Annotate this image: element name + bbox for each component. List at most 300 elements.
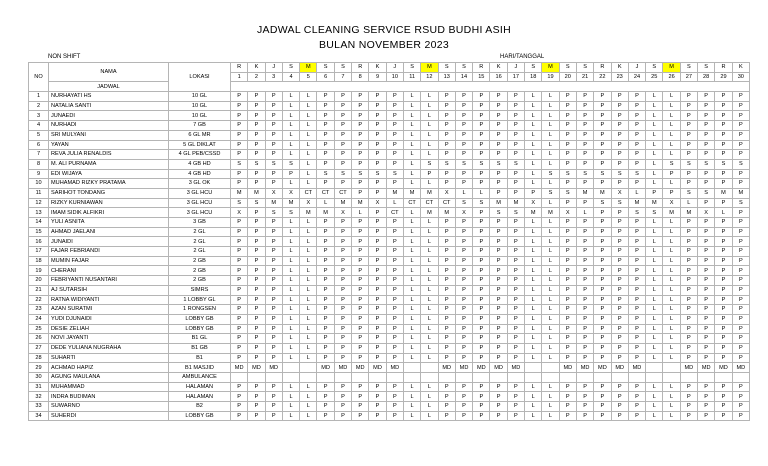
shift-cell: P <box>507 402 524 412</box>
shift-cell: P <box>611 208 628 218</box>
row-number: 12 <box>29 198 49 208</box>
shift-cell: P <box>576 121 593 131</box>
employee-location: 7 GB <box>169 121 231 131</box>
shift-cell: P <box>594 276 611 286</box>
shift-cell: L <box>646 169 663 179</box>
shift-cell: P <box>628 382 645 392</box>
shift-cell: P <box>438 392 455 402</box>
shift-cell: P <box>680 324 697 334</box>
shift-cell: P <box>507 169 524 179</box>
day-header: R <box>594 63 611 73</box>
shift-cell: P <box>334 324 351 334</box>
shift-cell: P <box>317 111 334 121</box>
employee-name: IMAM SIDIK ALFIKRI <box>49 208 169 218</box>
shift-cell: MD <box>352 363 369 373</box>
shift-cell: MD <box>594 363 611 373</box>
shift-cell: P <box>352 402 369 412</box>
shift-cell: P <box>386 111 403 121</box>
shift-cell: P <box>680 140 697 150</box>
shift-cell: P <box>438 402 455 412</box>
date-header: 19 <box>542 72 559 82</box>
header-nama: NAMA <box>49 63 169 82</box>
employee-location: 2 GL <box>169 247 231 257</box>
row-number: 31 <box>29 382 49 392</box>
shift-cell <box>646 373 663 383</box>
shift-cell: P <box>611 295 628 305</box>
shift-cell: P <box>611 111 628 121</box>
shift-cell: S <box>542 188 559 198</box>
shift-cell: P <box>663 169 680 179</box>
shift-cell: P <box>248 266 265 276</box>
shift-cell: P <box>732 295 749 305</box>
shift-cell: L <box>542 266 559 276</box>
shift-cell: P <box>231 140 248 150</box>
row-number: 10 <box>29 179 49 189</box>
table-row <box>29 373 750 383</box>
shift-cell: P <box>231 314 248 324</box>
shift-cell <box>265 373 282 383</box>
page-title: JADWAL CLEANING SERVICE RSUD BUDHI ASIH <box>256 24 512 36</box>
shift-cell: P <box>611 285 628 295</box>
shift-cell: P <box>680 392 697 402</box>
shift-cell: P <box>732 411 749 421</box>
shift-cell: P <box>732 227 749 237</box>
row-number: 21 <box>29 285 49 295</box>
day-header: J <box>265 63 282 73</box>
shift-cell: P <box>732 285 749 295</box>
employee-name: RIZKY KURNIAWAN <box>49 198 169 208</box>
day-header: R <box>231 63 248 73</box>
shift-cell: S <box>732 159 749 169</box>
shift-cell: L <box>421 285 438 295</box>
shift-cell: P <box>334 314 351 324</box>
shift-cell: P <box>611 305 628 315</box>
shift-cell: M <box>300 208 317 218</box>
shift-cell: L <box>663 247 680 257</box>
employee-location: LOBBY GB <box>169 411 231 421</box>
shift-cell: P <box>490 276 507 286</box>
shift-cell: P <box>698 140 715 150</box>
shift-cell: P <box>698 382 715 392</box>
table-row <box>29 314 750 324</box>
shift-cell: P <box>334 334 351 344</box>
shift-cell: L <box>646 159 663 169</box>
shift-cell: P <box>594 218 611 228</box>
shift-cell: L <box>542 402 559 412</box>
shift-cell: P <box>438 334 455 344</box>
shift-cell: P <box>559 285 576 295</box>
shift-cell: S <box>542 169 559 179</box>
shift-cell: P <box>611 382 628 392</box>
shift-cell: P <box>594 256 611 266</box>
shift-cell: L <box>525 247 542 257</box>
shift-cell: L <box>403 237 420 247</box>
shift-cell: P <box>559 198 576 208</box>
shift-cell: P <box>334 101 351 111</box>
employee-location: B1 MASJID <box>169 363 231 373</box>
shift-cell: P <box>317 159 334 169</box>
shift-cell: P <box>732 247 749 257</box>
day-header: S <box>334 63 351 73</box>
shift-cell: L <box>403 411 420 421</box>
shift-cell: S <box>490 159 507 169</box>
shift-cell <box>507 373 524 383</box>
day-header: S <box>317 63 334 73</box>
shift-cell: L <box>300 295 317 305</box>
shift-cell: L <box>300 334 317 344</box>
shift-cell: P <box>334 343 351 353</box>
shift-cell: P <box>680 101 697 111</box>
shift-cell: P <box>698 130 715 140</box>
shift-cell: P <box>248 169 265 179</box>
employee-name: FEBRIYANTI NUSANTARI <box>49 276 169 286</box>
shift-cell: L <box>282 411 299 421</box>
shift-cell: L <box>300 227 317 237</box>
shift-cell: P <box>698 324 715 334</box>
shift-cell: P <box>732 179 749 189</box>
shift-cell: X <box>300 198 317 208</box>
shift-cell: L <box>663 276 680 286</box>
shift-cell: L <box>542 392 559 402</box>
header-no: NO <box>29 63 49 92</box>
shift-cell: P <box>698 121 715 131</box>
shift-cell: P <box>352 411 369 421</box>
shift-cell: P <box>594 353 611 363</box>
shift-cell: MD <box>611 363 628 373</box>
shift-cell: P <box>594 111 611 121</box>
shift-cell: P <box>231 111 248 121</box>
employee-name: SUHARTI <box>49 353 169 363</box>
employee-name: NATALIA SANTI <box>49 101 169 111</box>
shift-cell: P <box>628 411 645 421</box>
header-hari-tanggal: HARI/TANGGAL <box>500 54 545 60</box>
shift-cell: P <box>715 130 732 140</box>
shift-cell: P <box>628 353 645 363</box>
shift-cell: P <box>594 179 611 189</box>
shift-cell: L <box>525 314 542 324</box>
shift-cell: P <box>455 92 472 102</box>
shift-cell: S <box>231 159 248 169</box>
shift-cell: L <box>300 276 317 286</box>
shift-cell: L <box>421 343 438 353</box>
shift-cell: L <box>542 343 559 353</box>
shift-cell: P <box>455 382 472 392</box>
shift-cell: L <box>542 140 559 150</box>
shift-cell: L <box>403 266 420 276</box>
employee-location: 10 GL <box>169 92 231 102</box>
shift-cell: P <box>680 169 697 179</box>
employee-location: 2 GL <box>169 227 231 237</box>
shift-cell: P <box>611 411 628 421</box>
shift-cell: P <box>455 305 472 315</box>
shift-cell: P <box>369 111 386 121</box>
shift-cell: P <box>334 227 351 237</box>
shift-cell: MD <box>248 363 265 373</box>
shift-cell: P <box>507 276 524 286</box>
shift-cell: P <box>248 101 265 111</box>
employee-location: 6 GL MR <box>169 130 231 140</box>
shift-cell: P <box>455 392 472 402</box>
row-number: 8 <box>29 159 49 169</box>
shift-cell: L <box>300 92 317 102</box>
shift-cell: M <box>317 208 334 218</box>
employee-location: 4 GL PEB/CSSD <box>169 150 231 160</box>
shift-cell: P <box>317 353 334 363</box>
shift-cell: P <box>698 334 715 344</box>
shift-cell: P <box>386 256 403 266</box>
shift-cell: P <box>490 247 507 257</box>
shift-cell: P <box>611 256 628 266</box>
shift-cell: P <box>559 111 576 121</box>
date-header: 5 <box>300 72 317 82</box>
shift-cell: P <box>611 179 628 189</box>
shift-cell: P <box>386 237 403 247</box>
shift-cell: P <box>473 256 490 266</box>
shift-cell: P <box>265 324 282 334</box>
employee-location: SIMRS <box>169 285 231 295</box>
table-row <box>29 266 750 276</box>
table-row <box>29 179 750 189</box>
row-number: 29 <box>29 363 49 373</box>
shift-cell: P <box>231 334 248 344</box>
shift-cell: S <box>231 198 248 208</box>
shift-cell: P <box>576 276 593 286</box>
employee-name: AHMAD JAELANI <box>49 227 169 237</box>
shift-cell: P <box>386 276 403 286</box>
shift-cell: P <box>559 314 576 324</box>
shift-cell: P <box>473 392 490 402</box>
shift-cell: P <box>334 402 351 412</box>
day-header: J <box>628 63 645 73</box>
shift-cell: L <box>282 276 299 286</box>
shift-cell: P <box>473 227 490 237</box>
shift-cell: P <box>317 150 334 160</box>
date-header: 18 <box>525 72 542 82</box>
shift-cell: P <box>369 140 386 150</box>
shift-cell: L <box>403 92 420 102</box>
shift-cell: P <box>248 324 265 334</box>
shift-cell: P <box>559 159 576 169</box>
shift-cell: P <box>369 285 386 295</box>
shift-cell: P <box>559 237 576 247</box>
shift-cell: S <box>715 159 732 169</box>
shift-cell: P <box>334 121 351 131</box>
shift-cell: P <box>265 411 282 421</box>
row-number: 25 <box>29 324 49 334</box>
table-row <box>29 324 750 334</box>
shift-cell <box>386 373 403 383</box>
shift-cell: L <box>300 237 317 247</box>
row-number: 30 <box>29 373 49 383</box>
shift-cell: S <box>628 169 645 179</box>
shift-cell: P <box>507 237 524 247</box>
shift-cell: P <box>698 218 715 228</box>
shift-cell: P <box>611 218 628 228</box>
shift-cell: P <box>455 314 472 324</box>
shift-cell: L <box>421 411 438 421</box>
shift-cell: P <box>438 276 455 286</box>
shift-cell: P <box>698 150 715 160</box>
day-header: S <box>282 63 299 73</box>
shift-cell: P <box>317 314 334 324</box>
shift-cell: P <box>576 198 593 208</box>
shift-cell: L <box>421 101 438 111</box>
shift-cell: P <box>698 179 715 189</box>
table-row <box>29 334 750 344</box>
shift-cell: L <box>525 334 542 344</box>
shift-cell: L <box>525 111 542 121</box>
shift-cell: L <box>542 382 559 392</box>
shift-cell: P <box>490 92 507 102</box>
shift-cell: L <box>403 101 420 111</box>
shift-cell: S <box>698 159 715 169</box>
shift-cell: P <box>490 382 507 392</box>
shift-cell: P <box>317 101 334 111</box>
shift-cell: L <box>525 285 542 295</box>
employee-location: 1 RONGSEN <box>169 305 231 315</box>
shift-cell: S <box>334 169 351 179</box>
shift-cell: P <box>369 188 386 198</box>
shift-cell: P <box>386 159 403 169</box>
shift-cell: P <box>369 353 386 363</box>
shift-cell: P <box>611 92 628 102</box>
shift-cell: P <box>490 101 507 111</box>
row-number: 14 <box>29 218 49 228</box>
shift-cell: L <box>646 411 663 421</box>
table-row <box>29 130 750 140</box>
shift-cell: P <box>507 285 524 295</box>
shift-cell: L <box>542 130 559 140</box>
shift-cell: P <box>611 276 628 286</box>
table-row <box>29 237 750 247</box>
shift-cell: P <box>559 343 576 353</box>
employee-name: CHERANI <box>49 266 169 276</box>
shift-cell: S <box>559 188 576 198</box>
shift-cell: P <box>507 314 524 324</box>
shift-cell: L <box>282 179 299 189</box>
shift-cell: L <box>352 208 369 218</box>
shift-cell: P <box>231 392 248 402</box>
shift-cell: P <box>248 314 265 324</box>
shift-cell: P <box>455 150 472 160</box>
day-header: S <box>559 63 576 73</box>
date-header: 8 <box>352 72 369 82</box>
shift-cell: P <box>594 285 611 295</box>
shift-cell: P <box>628 101 645 111</box>
shift-cell: L <box>403 150 420 160</box>
shift-cell: P <box>559 101 576 111</box>
shift-cell: P <box>473 305 490 315</box>
shift-cell: M <box>386 188 403 198</box>
row-number: 13 <box>29 208 49 218</box>
shift-cell: P <box>248 411 265 421</box>
shift-cell: P <box>231 92 248 102</box>
shift-cell: P <box>455 402 472 412</box>
date-header: 29 <box>715 72 732 82</box>
employee-location: 2 GB <box>169 266 231 276</box>
shift-cell: P <box>386 314 403 324</box>
employee-location: B2 <box>169 402 231 412</box>
shift-cell: L <box>646 237 663 247</box>
shift-cell <box>248 373 265 383</box>
shift-cell: L <box>421 382 438 392</box>
shift-cell: L <box>646 150 663 160</box>
shift-cell: P <box>248 285 265 295</box>
shift-cell: L <box>386 198 403 208</box>
employee-name: M. ALI PURNAMA <box>49 159 169 169</box>
shift-cell: P <box>732 150 749 160</box>
table-row <box>29 247 750 257</box>
shift-cell: P <box>559 140 576 150</box>
shift-cell: P <box>231 101 248 111</box>
shift-cell: P <box>507 324 524 334</box>
shift-cell: P <box>732 343 749 353</box>
shift-cell: P <box>438 237 455 247</box>
shift-cell: P <box>698 402 715 412</box>
shift-cell: S <box>438 159 455 169</box>
table-row <box>29 150 750 160</box>
shift-cell: P <box>369 266 386 276</box>
shift-cell: P <box>248 179 265 189</box>
day-header: M <box>542 63 559 73</box>
page-subtitle-month: BULAN NOVEMBER 2023 <box>319 39 449 51</box>
shift-cell: P <box>352 140 369 150</box>
shift-cell: P <box>732 208 749 218</box>
day-header: R <box>352 63 369 73</box>
shift-cell: P <box>369 237 386 247</box>
shift-cell <box>628 373 645 383</box>
shift-cell: P <box>732 334 749 344</box>
row-number: 28 <box>29 353 49 363</box>
shift-cell: P <box>490 402 507 412</box>
shift-cell: P <box>507 392 524 402</box>
shift-cell: P <box>455 411 472 421</box>
date-header: 12 <box>421 72 438 82</box>
shift-cell: S <box>282 159 299 169</box>
shift-cell: P <box>352 334 369 344</box>
shift-cell: S <box>559 169 576 179</box>
table-row <box>29 92 750 102</box>
shift-cell: MD <box>334 363 351 373</box>
shift-cell: P <box>455 121 472 131</box>
shift-cell: L <box>300 111 317 121</box>
shift-cell: P <box>559 150 576 160</box>
shift-cell: L <box>646 92 663 102</box>
shift-cell: P <box>438 343 455 353</box>
shift-cell: P <box>317 324 334 334</box>
employee-location: 3 GL OK <box>169 179 231 189</box>
shift-type-label: NON SHIFT <box>48 54 81 60</box>
shift-cell: L <box>646 324 663 334</box>
shift-cell: P <box>352 324 369 334</box>
shift-cell: P <box>473 334 490 344</box>
shift-cell: P <box>334 392 351 402</box>
shift-cell: L <box>646 343 663 353</box>
shift-cell: L <box>421 266 438 276</box>
shift-cell: P <box>473 130 490 140</box>
header-jadwal: JADWAL <box>49 82 169 92</box>
shift-cell: P <box>611 334 628 344</box>
shift-cell: M <box>248 188 265 198</box>
day-header: K <box>611 63 628 73</box>
shift-cell: L <box>525 169 542 179</box>
shift-cell: L <box>646 276 663 286</box>
shift-cell: P <box>473 285 490 295</box>
shift-cell: P <box>386 343 403 353</box>
shift-cell: L <box>421 353 438 363</box>
shift-cell: P <box>352 101 369 111</box>
shift-cell: P <box>628 343 645 353</box>
